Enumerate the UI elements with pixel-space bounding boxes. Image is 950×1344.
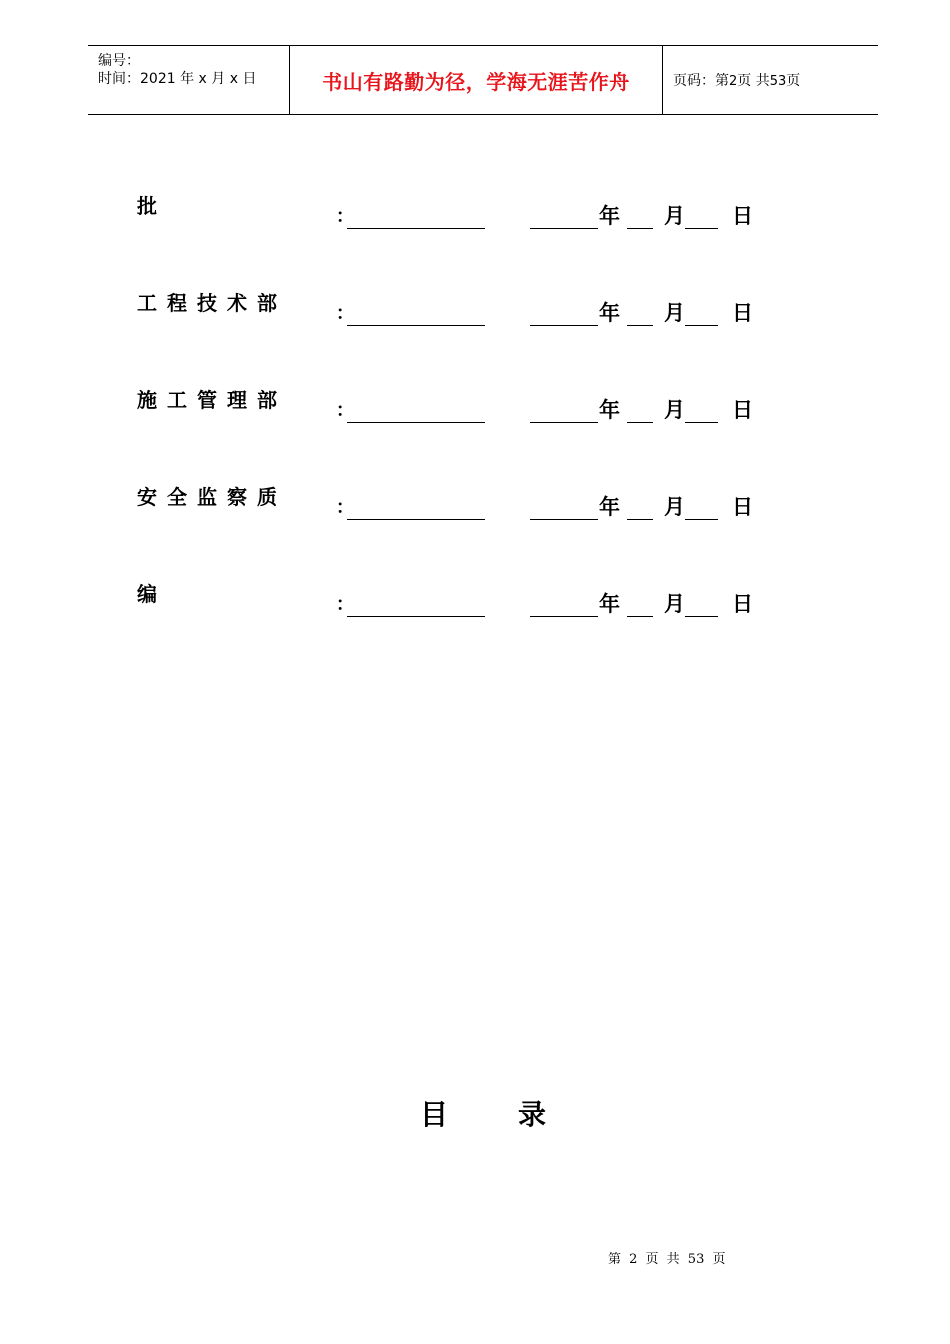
signature-role: 编 xyxy=(137,582,157,606)
signature-row-safety xyxy=(0,481,950,541)
signature-row-construction xyxy=(0,384,950,444)
signature-name-line[interactable] xyxy=(347,422,485,423)
signature-role: 施工管理部 xyxy=(137,388,287,412)
signature-row-engineering xyxy=(0,287,950,347)
month-label: 月 xyxy=(664,592,685,616)
signature-year-line[interactable] xyxy=(530,325,598,326)
signature-colon: ： xyxy=(336,497,354,518)
year-label: 年 xyxy=(599,301,620,325)
signature-day-line[interactable] xyxy=(685,616,718,617)
document-number-label: 编号： xyxy=(98,53,140,69)
signature-colon: ： xyxy=(336,400,354,421)
year-label: 年 xyxy=(599,495,620,519)
signature-month-line[interactable] xyxy=(627,519,653,520)
page-mid: 页 共 xyxy=(737,73,770,89)
header-page-cell xyxy=(663,46,878,114)
header-meta xyxy=(88,46,290,114)
signature-year-line[interactable] xyxy=(530,422,598,423)
header-motto: 书山有路勤为径，学海无涯苦作舟 xyxy=(322,69,630,94)
signature-year-line[interactable] xyxy=(530,519,598,520)
page-suffix: 页 xyxy=(786,73,801,89)
signature-day-line[interactable] xyxy=(685,228,718,229)
signature-role: 工程技术部 xyxy=(137,291,287,315)
signature-row-approve xyxy=(0,190,950,250)
page-prefix: 页码：第 xyxy=(673,73,729,89)
day-label: 日 xyxy=(732,301,753,325)
signature-year-line[interactable] xyxy=(530,616,598,617)
signature-month-line[interactable] xyxy=(627,228,653,229)
signature-name-line[interactable] xyxy=(347,325,485,326)
page-footer: 第 2 页 共 53 页 xyxy=(608,1252,726,1267)
signature-name-line[interactable] xyxy=(347,228,485,229)
day-label: 日 xyxy=(732,398,753,422)
signature-colon: ： xyxy=(336,594,354,615)
day-label: 日 xyxy=(732,204,753,228)
page-header xyxy=(88,45,878,115)
signature-day-line[interactable] xyxy=(685,325,718,326)
document-time-label: 时间：2021 年 x 月 x 日 xyxy=(98,71,257,87)
signature-colon: ： xyxy=(336,303,354,324)
signature-day-line[interactable] xyxy=(685,422,718,423)
year-label: 年 xyxy=(599,204,620,228)
header-page-info xyxy=(673,70,800,90)
signature-colon: ： xyxy=(336,206,354,227)
signature-year-line[interactable] xyxy=(530,228,598,229)
year-label: 年 xyxy=(599,398,620,422)
month-label: 月 xyxy=(664,398,685,422)
month-label: 月 xyxy=(664,495,685,519)
signature-name-line[interactable] xyxy=(347,616,485,617)
signature-name-line[interactable] xyxy=(347,519,485,520)
signature-role: 批 xyxy=(137,194,157,218)
signature-month-line[interactable] xyxy=(627,616,653,617)
page-total: 53 xyxy=(769,74,787,89)
signature-day-line[interactable] xyxy=(685,519,718,520)
signature-role: 安全监察质 xyxy=(137,485,287,509)
signature-month-line[interactable] xyxy=(627,325,653,326)
day-label: 日 xyxy=(732,592,753,616)
toc-title: 目录 xyxy=(420,1098,617,1131)
month-label: 月 xyxy=(664,301,685,325)
signature-row-compile xyxy=(0,578,950,638)
year-label: 年 xyxy=(599,592,620,616)
month-label: 月 xyxy=(664,204,685,228)
day-label: 日 xyxy=(732,495,753,519)
page-number: 2 xyxy=(729,74,738,89)
header-motto-cell xyxy=(290,46,663,114)
signature-month-line[interactable] xyxy=(627,422,653,423)
